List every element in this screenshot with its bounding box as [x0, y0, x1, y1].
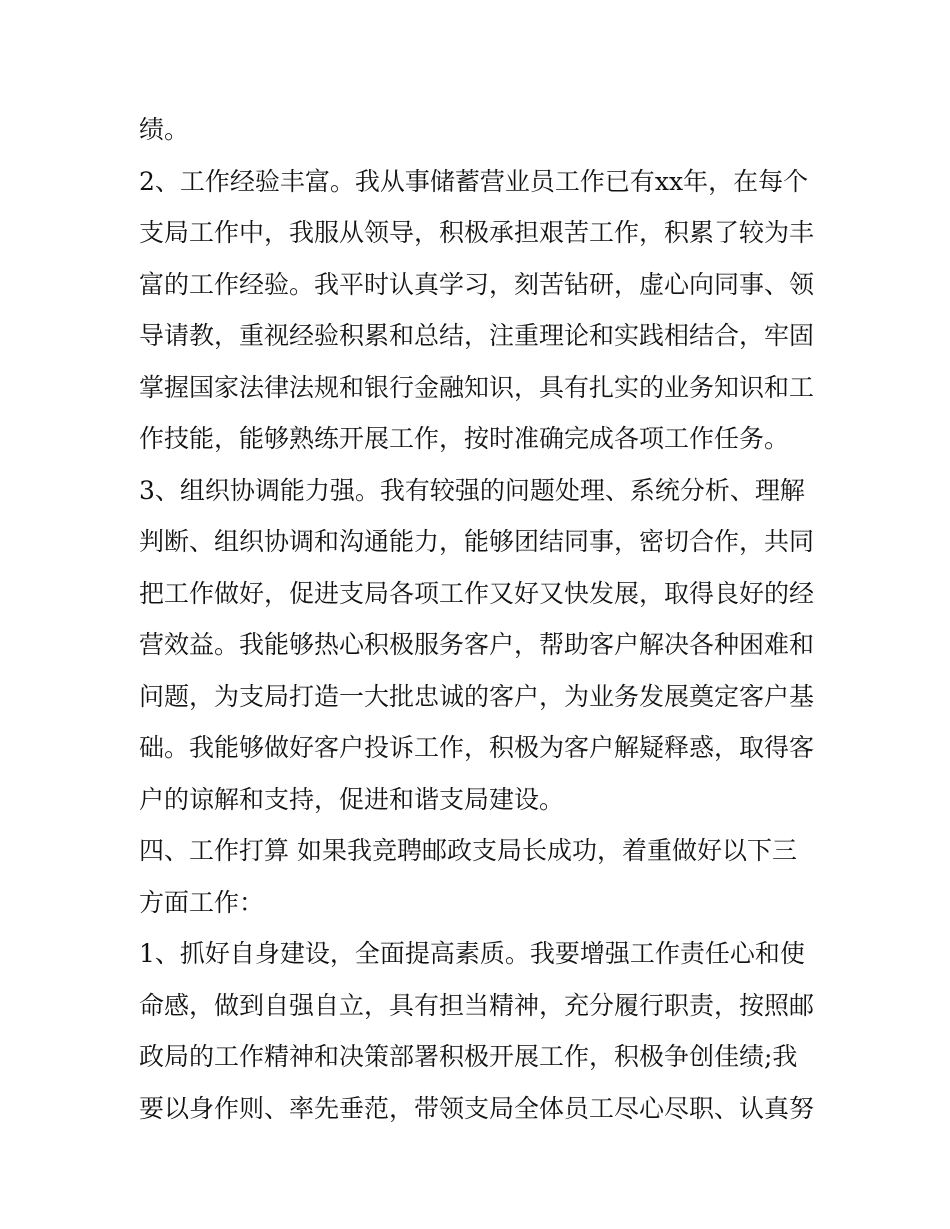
text-line: 问题，为支局打造一大批忠诚的客户，为业务发展奠定客户基	[139, 681, 815, 711]
text-line: 要以身作则、率先垂范，带领支局全体员工尽心尽职、认真努	[139, 1093, 815, 1123]
body-text	[139, 104, 819, 1134]
text-line: 方面工作：	[139, 887, 265, 917]
text-line: 四、工作打算 如果我竞聘邮政支局长成功，着重做好以下三	[139, 836, 797, 865]
text-line: 命感，做到自强自立，具有担当精神，充分履行职责，按照邮	[139, 990, 815, 1020]
text-line: 把工作做好，促进支局各项工作又好又快发展，取得良好的经	[139, 578, 815, 608]
text-line: 绩。	[139, 115, 190, 144]
text-line: 导请教，重视经验积累和总结，注重理论和实践相结合，牢固	[139, 321, 815, 350]
text-line: 1、抓好自身建设，全面提高素质。我要增强工作责任心和使	[139, 939, 805, 968]
text-line: 3、组织协调能力强。我有较强的问题处理、系统分析、理解	[139, 475, 805, 505]
text-line: 2、工作经验丰富。我从事储蓄营业员工作已有xx年，在每个	[139, 166, 809, 196]
text-line: 判断、组织协调和沟通能力，能够团结同事，密切合作，共同	[139, 527, 815, 556]
text-line: 掌握国家法律法规和银行金融知识，具有扎实的业务知识和工	[139, 372, 815, 402]
text-line: 营效益。我能够热心积极服务客户，帮助客户解决各种困难和	[139, 630, 815, 659]
text-line: 政局的工作精神和决策部署积极开展工作，积极争创佳绩;我	[139, 1042, 798, 1071]
text-line: 支局工作中，我服从领导，积极承担艰苦工作，积累了较为丰	[139, 218, 815, 247]
text-line: 富的工作经验。我平时认真学习，刻苦钻研，虚心向同事、领	[139, 269, 815, 299]
text-line: 础。我能够做好客户投诉工作，积极为客户解疑释惑，取得客	[139, 733, 815, 762]
text-line: 户的谅解和支持，促进和谐支局建设。	[139, 784, 565, 814]
text-line: 作技能，能够熟练开展工作，按时准确完成各项工作任务。	[139, 424, 790, 453]
